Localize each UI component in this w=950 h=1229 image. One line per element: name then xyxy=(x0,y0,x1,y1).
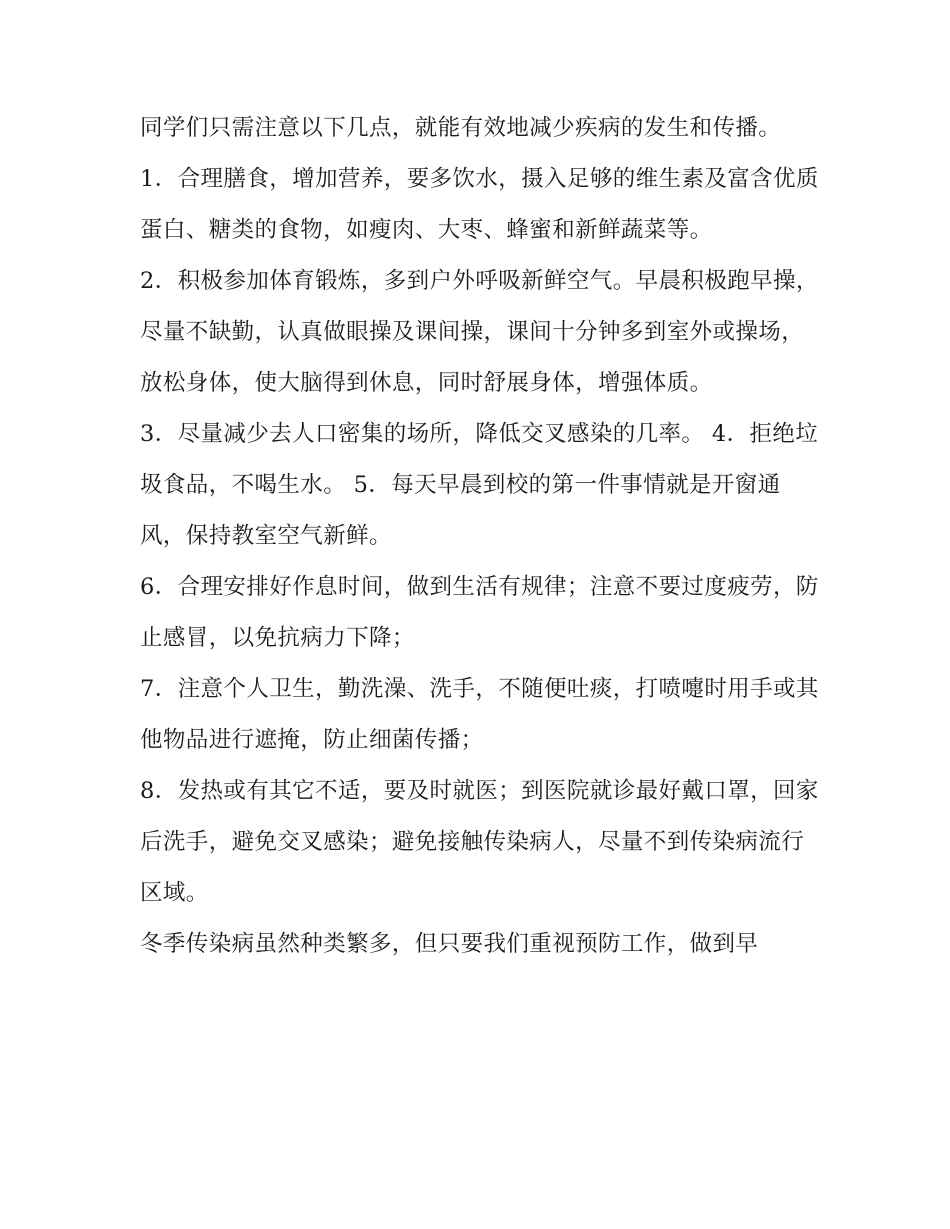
tip-8-paragraph: 8．发热或有其它不适，要及时就医；到医院就诊最好戴口罩，回家后洗手，避免交叉感染；避免接触传染病人，尽量不到传染病流行区域。 xyxy=(140,778,819,906)
tip-2-paragraph: 2．积极参加体育锻炼，多到户外呼吸新鲜空气。早晨积极跑早操，尽量不缺勤，认真做眼操及课间操，课间十分钟多到室外或操场，放松身体，使大脑得到休息，同时舒展身体，增强体质。 xyxy=(140,268,819,396)
document-body xyxy=(140,103,820,970)
closing-paragraph: 冬季传染病虽然种类繁多，但只要我们重视预防工作，做到早 xyxy=(140,931,759,957)
tip-3-5-paragraph: 3．尽量减少去人口密集的场所，降低交叉感染的几率。 4．拒绝垃圾食品，不喝生水。 5．每天早晨到校的第一件事情就是开窗通风，保持教室空气新鲜。 xyxy=(140,421,819,549)
tip-1-paragraph: 1．合理膳食，增加营养，要多饮水，摄入足够的维生素及富含优质蛋白、糖类的食物，如瘦肉、大枣、蜂蜜和新鲜蔬菜等。 xyxy=(140,166,819,243)
tip-6-paragraph: 6．合理安排好作息时间，做到生活有规律；注意不要过度疲劳，防止感冒，以免抗病力下降； xyxy=(140,574,819,651)
tip-7-paragraph: 7．注意个人卫生，勤洗澡、洗手，不随便吐痰，打喷嚏时用手或其他物品进行遮掩，防止细菌传播； xyxy=(140,676,819,753)
intro-paragraph: 同学们只需注意以下几点，就能有效地减少疾病的发生和传播。 xyxy=(140,115,782,141)
